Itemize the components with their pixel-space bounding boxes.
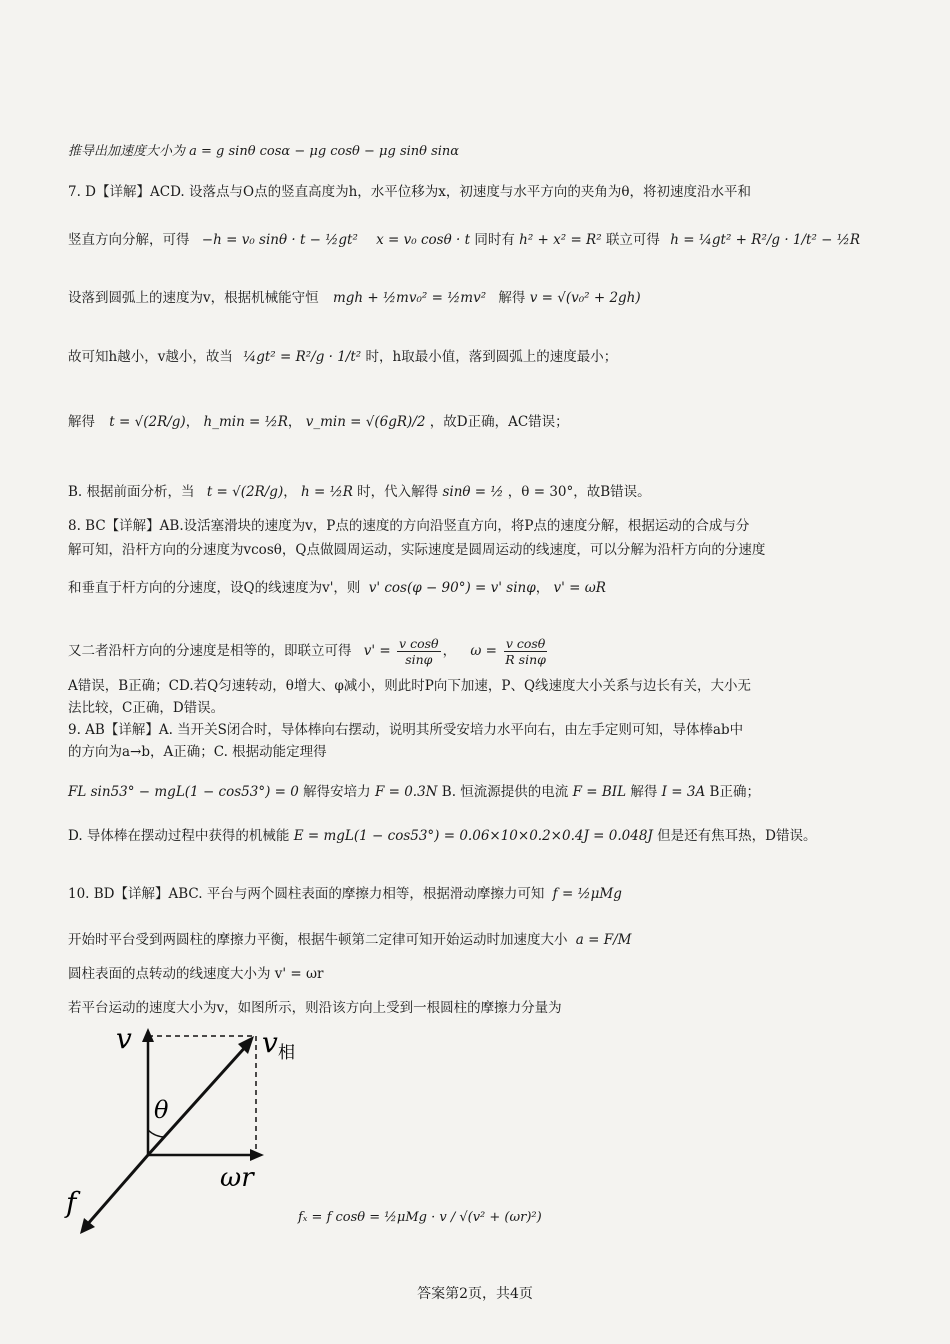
wr-arrowhead [250, 1149, 264, 1161]
formula-t: t = √(2R/g) [109, 414, 186, 430]
q8-text-3: 和垂直于杆方向的分速度，设Q的线速度为v'，则 [68, 580, 361, 596]
q7-b-conclusion: ，θ = 30°，故B错误。 [507, 484, 651, 500]
acceleration-result: 推导出加速度大小为 a = g sinθ cosα − μg cosθ − μg sinθ sinα [68, 144, 460, 159]
label-omega-r: ωr [220, 1163, 254, 1193]
q7-energy-text: 设落到圆弧上的速度为v，根据机械能守恒 [68, 290, 319, 306]
text-line [68, 998, 860, 1018]
q7-intro: 7. D【详解】ACD. 设落点与O点的竖直高度为h，水平位移为x，初速度与水平方向的夹角为θ，将初速度沿水平和 [68, 184, 752, 200]
q7-min-result: 时，h取最小值，落到圆弧上的速度最小； [365, 349, 618, 365]
fraction-numerator: v cosθ [399, 636, 439, 651]
formula-sin: sinθ = ½ [442, 484, 504, 500]
formula-omega-r: v' = ωR [553, 580, 606, 596]
velocity-diagram [60, 1022, 320, 1242]
formula-circle: h² + x² = R² [519, 232, 602, 248]
text-line: B. 根据前面分析，当 t = √(2R/g)， h = ½R 时，代入解得 sinθ = ½ ，θ = 30°，故B错误。 [68, 484, 651, 500]
formula-vprime [397, 636, 441, 667]
text-line [68, 884, 860, 904]
text-line [68, 930, 860, 950]
formula-force: F = 0.3N [374, 784, 438, 800]
text-line [68, 516, 860, 536]
text-line [68, 288, 860, 308]
text-line [68, 347, 860, 367]
text-line [68, 230, 860, 250]
formula-hmin: h_min = ½R [203, 414, 288, 430]
formula-t-b: t = √(2R/g) [206, 484, 284, 500]
label-vrel: v [262, 1026, 278, 1059]
formula-energy: mgh + ½mv₀² = ½mv² [332, 290, 487, 306]
fraction-numerator: v cosθ [505, 636, 546, 651]
text-line [298, 1208, 860, 1228]
text-line [68, 782, 860, 802]
q7-solve-label: 解得 [68, 414, 95, 430]
q8-text-2: 解可知，沿杆方向的分速度为vcosθ，Q点做圆周运动，实际速度是圆周运动的线速度，可以分解为沿杆方向的分速度 [68, 542, 766, 558]
formula-vertical: −h = v₀ sinθ · t − ½gt² [201, 232, 358, 248]
f-arrow [86, 1155, 148, 1226]
text-line [68, 826, 860, 846]
q9-current-text: B. 恒流源提供的电流 [441, 784, 569, 800]
formula-equality: ¼gt² = R²/g · 1/t² [243, 349, 362, 365]
fraction-denominator: sinφ [405, 652, 433, 667]
formula-h: h = ¼gt² + R²/g · 1/t² − ½R [670, 232, 861, 248]
formula-fx: fₓ = f cosθ = ½μMg · v / √(v² + (ωr)²) [298, 1210, 542, 1225]
text-line [68, 720, 860, 740]
q7-b-connector: 时，代入解得 [357, 484, 439, 500]
formula-accel: a = F/M [575, 932, 632, 948]
text-line [68, 964, 860, 984]
q7-connector-2: 联立可得 [605, 232, 660, 248]
q10-text-2: 开始时平台受到两圆柱的摩擦力平衡，根据牛顿第二定律可知开始运动时加速度大小 [68, 932, 568, 948]
formula-current: I = 3A [661, 784, 706, 800]
formula-work-energy: FL sin53° − mgL(1 − cos53°) = 0 [68, 784, 299, 800]
q9-solve-text: 解得安培力 [303, 784, 371, 800]
text-line [68, 742, 860, 762]
text-line [68, 142, 860, 162]
fraction-denominator: R sinφ [505, 652, 546, 667]
q7-conclusion: ，故D正确，AC错误； [429, 414, 569, 430]
formula-omega [503, 636, 548, 667]
label-theta: θ [154, 1096, 169, 1124]
label-v: v [116, 1022, 132, 1055]
formula-h-b: h = ½R [301, 484, 353, 500]
q10-text-4: 若平台运动的速度大小为v，如图所示，则沿该方向上受到一根圆柱的摩擦力分量为 [68, 1000, 562, 1016]
q10-intro: 10. BD【详解】ABC. 平台与两个圆柱表面的摩擦力相等，根据滑动摩擦力可知 [68, 886, 545, 902]
q8-text-4: 又二者沿杆方向的分速度是相等的，即联立可得 [68, 643, 352, 659]
q9-intro: 9. AB【详解】A. 当开关S闭合时，导体棒向右摆动，说明其所受安培力水平向右，由左手定则可知，导体棒ab中 [68, 722, 744, 738]
q9-d-conclusion: 但是还有焦耳热，D错误。 [657, 828, 817, 844]
text-line: 和垂直于杆方向的分速度，设Q的线速度为v'，则 v' cos(φ − 90°) = v' sinφ， v' = ωR [68, 580, 606, 596]
q8-text-6: 法比较，C正确，D错误。 [68, 700, 225, 716]
text-line: 又二者沿杆方向的分速度是相等的，即联立可得 v' = $\frac{\text{v cosθ}}{\sin\varphi}$ ， ω = $\frac{\text{v cosθ}}{\text{R sinφ}}$ [68, 636, 546, 667]
q7-decompose-text: 竖直方向分解，可得 [68, 232, 190, 248]
label-f: f [66, 1186, 77, 1219]
v-arrowhead [142, 1028, 154, 1042]
text-line [68, 182, 860, 202]
q7-connector: 同时有 [474, 232, 515, 248]
formula-friction: f = ½μMg [552, 886, 622, 902]
q7-min-text: 故可知h越小，v越小，故当 [68, 349, 233, 365]
page-footer: 答案第2页，共4页 [417, 1286, 533, 1302]
formula-horizontal: x = v₀ cosθ · t [376, 232, 471, 248]
text-line [68, 676, 860, 696]
q9-text-2: 的方向为a→b，A正确；C. 根据动能定理得 [68, 744, 327, 760]
q9-d-text: D. 导体棒在摆动过程中获得的机械能 [68, 828, 290, 844]
text-line [68, 540, 860, 560]
formula-mech-energy: E = mgL(1 − cos53°) = 0.06×10×0.2×0.4J = 0.048J [293, 828, 653, 844]
formula-bil: F = BIL [572, 784, 627, 800]
text-line: 解得 t = √(2R/g)， h_min = ½R， v_min = √(6gR)/2 ，故D正确，AC错误； [68, 414, 569, 430]
q7-b-text: B. 根据前面分析，当 [68, 484, 195, 500]
formula-speed: v = √(v₀² + 2gh) [529, 290, 641, 306]
q9-solve-text-2: 解得 [630, 784, 658, 800]
q8-intro: 8. BC【详解】AB.设活塞滑块的速度为v，P点的速度的方向沿竖直方向，将P点的速度分解，根据运动的合成与分 [68, 518, 750, 534]
q8-text-5: A错误，B正确；CD.若Q匀速转动，θ增大、φ减小，则此时P向下加速，P、Q线速度大小关系与边长有关，大小无 [68, 678, 752, 694]
theta-arc [148, 1130, 165, 1137]
text-line [68, 698, 860, 718]
label-vrel-sub: 相 [278, 1043, 295, 1063]
q10-text-3: 圆柱表面的点转动的线速度大小为 v' = ωr [68, 966, 324, 982]
formula-q-velocity: v' cos(φ − 90°) = v' sinφ [368, 580, 536, 596]
q7-solve-text: 解得 [498, 290, 526, 306]
formula-vmin: v_min = √(6gR)/2 [305, 414, 426, 430]
q9-b-conclusion: B正确； [709, 784, 760, 800]
